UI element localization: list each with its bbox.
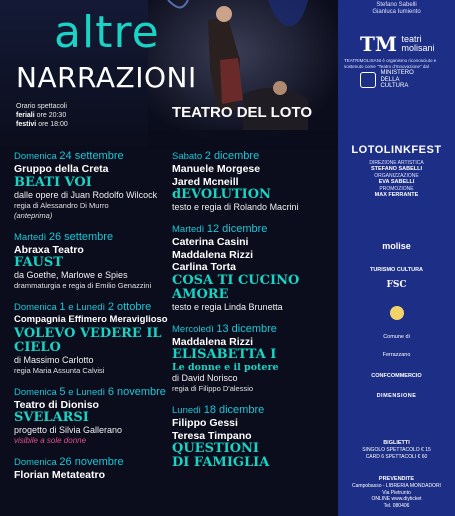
event-date: Domenica 5 e Lunedì 6 novembre [14, 385, 166, 398]
event-item [14, 301, 169, 376]
event-credit: drammaturgia e regia di Emilio Genazzini [14, 281, 152, 290]
director-name: Stefano Sabelli [376, 2, 417, 8]
festival-name: LOTOLINKFEST [351, 144, 442, 156]
event-item [14, 386, 169, 447]
event-subtitle: Le donne e il potere [172, 362, 279, 373]
event-company: Carlina Torta [172, 261, 236, 273]
orario-label: Orario spettacoli [16, 103, 67, 110]
event-title-line2: AMORE [172, 286, 229, 302]
event-title: ELISABETTA I [172, 347, 277, 362]
feriali-label: feriali [16, 112, 35, 119]
event-title: dEVOLUTION [172, 187, 271, 202]
events-column-right [172, 150, 332, 480]
event-date: Martedì 26 settembre [14, 230, 114, 243]
event-item [172, 404, 332, 470]
event-description: di Massimo Carlotto [14, 354, 94, 365]
event-item [172, 323, 332, 395]
tm-name-1: teatri [401, 34, 422, 44]
event-date: Mercoledì 13 dicembre [172, 322, 277, 335]
event-date: Sabato 2 dicembre [172, 150, 260, 162]
ministry-logo: MINISTERO DELLA CULTURA [360, 70, 414, 90]
event-description: progetto di Silvia Gallerano [14, 425, 123, 435]
dimensione-logo: DIMENSIONE [376, 393, 417, 399]
event-credit: regia Maria Assunta Calvisi [14, 365, 105, 375]
feriali-time: ore 20:30 [36, 112, 67, 119]
event-item [172, 150, 332, 213]
event-title: FAUST [14, 255, 63, 270]
molise-logo: molise [382, 241, 411, 251]
title-altre: altre [54, 7, 160, 58]
event-title-line2: CIELO [14, 339, 61, 355]
event-description: testo e regia di Rolando Macrini [172, 202, 299, 212]
title-narrazioni: NARRAZIONI [16, 61, 197, 94]
events-column-left [14, 150, 169, 492]
event-date: Domenica 1 e Lunedì 2 ottobre [14, 301, 152, 313]
event-company: Teatro di Dioniso [14, 398, 99, 411]
event-company: Maddalena Rizzi [172, 248, 254, 261]
venue-name: TEATRO DEL LOTO [172, 104, 313, 121]
tm-description: TEATRIMOLISANI è organismo riconosciuto e sostenuto come "Teatro d'Innovazione" dal [344, 58, 437, 69]
event-company: Jared Mcneill [172, 175, 239, 188]
comune-logo: Comune di Ferrazzano [338, 306, 455, 361]
tm-name-2: molisani [401, 43, 435, 53]
event-title: QUESTIONI [172, 441, 260, 456]
directors [338, 2, 455, 16]
sponsor-sidebar [338, 0, 455, 516]
festival-credits: DIREZIONE ARTISTICA STEFANO SABELLI ORGANIZZAZIONE EVA SABELLI PROMOZIONE MAX FERRANTE [369, 160, 424, 198]
tickets-info: BIGLIETTI SINGOLO SPETTACOLO € 15 CARD 6 SPETTACOLI € 60 [362, 440, 431, 460]
ministry-emblem-icon [360, 72, 376, 88]
event-title: SVELARSI [14, 410, 89, 425]
event-company: Gruppo della Creta [14, 163, 109, 175]
event-company: Filippo Gessi [172, 417, 238, 429]
event-date: Domenica 24 settembre [14, 150, 124, 162]
event-company: Florian Metateatro [14, 469, 106, 481]
event-date: Lunedì 18 dicembre [172, 404, 265, 416]
event-company: Teresa Timpano [172, 429, 252, 442]
presale-info: PREVENDITE Campobasso - LIBRERIA MONDADORI Via Pietrunto ONLINE www.diyticket Tel. 080406 [338, 476, 455, 509]
event-item [14, 150, 169, 221]
festivi-time: ore 18:00 [38, 121, 68, 128]
event-company: Manuele Morgese [172, 163, 261, 175]
turismo-cultura-logo: TURISMO CULTURA [369, 267, 424, 273]
event-credit: regia di Alessandro Di Murro [14, 200, 109, 210]
event-item [172, 223, 332, 313]
event-description: dalle opere di Juan Rodolfo Wilcock [14, 189, 158, 200]
festivi-label: festivi [16, 121, 37, 128]
event-title: COSA TI CUCINO [172, 272, 300, 288]
event-company: Caterina Casini [172, 236, 249, 248]
teatri-molisani-logo [360, 32, 435, 56]
event-description: da Goethe, Marlowe e Spies [14, 270, 128, 280]
event-item [14, 231, 169, 292]
event-title: BEATI VOI [14, 174, 92, 190]
event-warning: visibile a sole donne [14, 436, 87, 445]
event-title-line2: DI FAMIGLIA [172, 455, 270, 470]
coat-of-arms-icon [390, 306, 404, 320]
event-item [14, 456, 169, 482]
director-name: Gianluca Iumiento [372, 9, 421, 15]
tm-mark: TM [360, 32, 398, 56]
show-times [16, 102, 68, 129]
confcommercio-logo: CONFCOMMERCIO [371, 373, 422, 379]
event-company: Abraxa Teatro [14, 243, 84, 256]
event-date: Martedì 12 dicembre [172, 223, 268, 235]
event-credit: regia di Filippo D'alessio [172, 384, 254, 393]
event-description: di David Norisco [172, 373, 238, 383]
event-company: Compagnia Effimero Meraviglioso [14, 314, 168, 325]
event-company: Maddalena Rizzi [172, 335, 254, 348]
event-note: (anteprima) [14, 210, 53, 220]
event-title: VOLEVO VEDERE IL [14, 325, 162, 341]
event-description: testo e regia Linda Brunetta [172, 301, 283, 312]
hero-banner [0, 0, 338, 150]
fsc-logo: FSC [386, 280, 407, 290]
event-date: Domenica 26 novembre [14, 456, 124, 468]
online-link[interactable]: ONLINE www.diyticket [371, 496, 422, 502]
